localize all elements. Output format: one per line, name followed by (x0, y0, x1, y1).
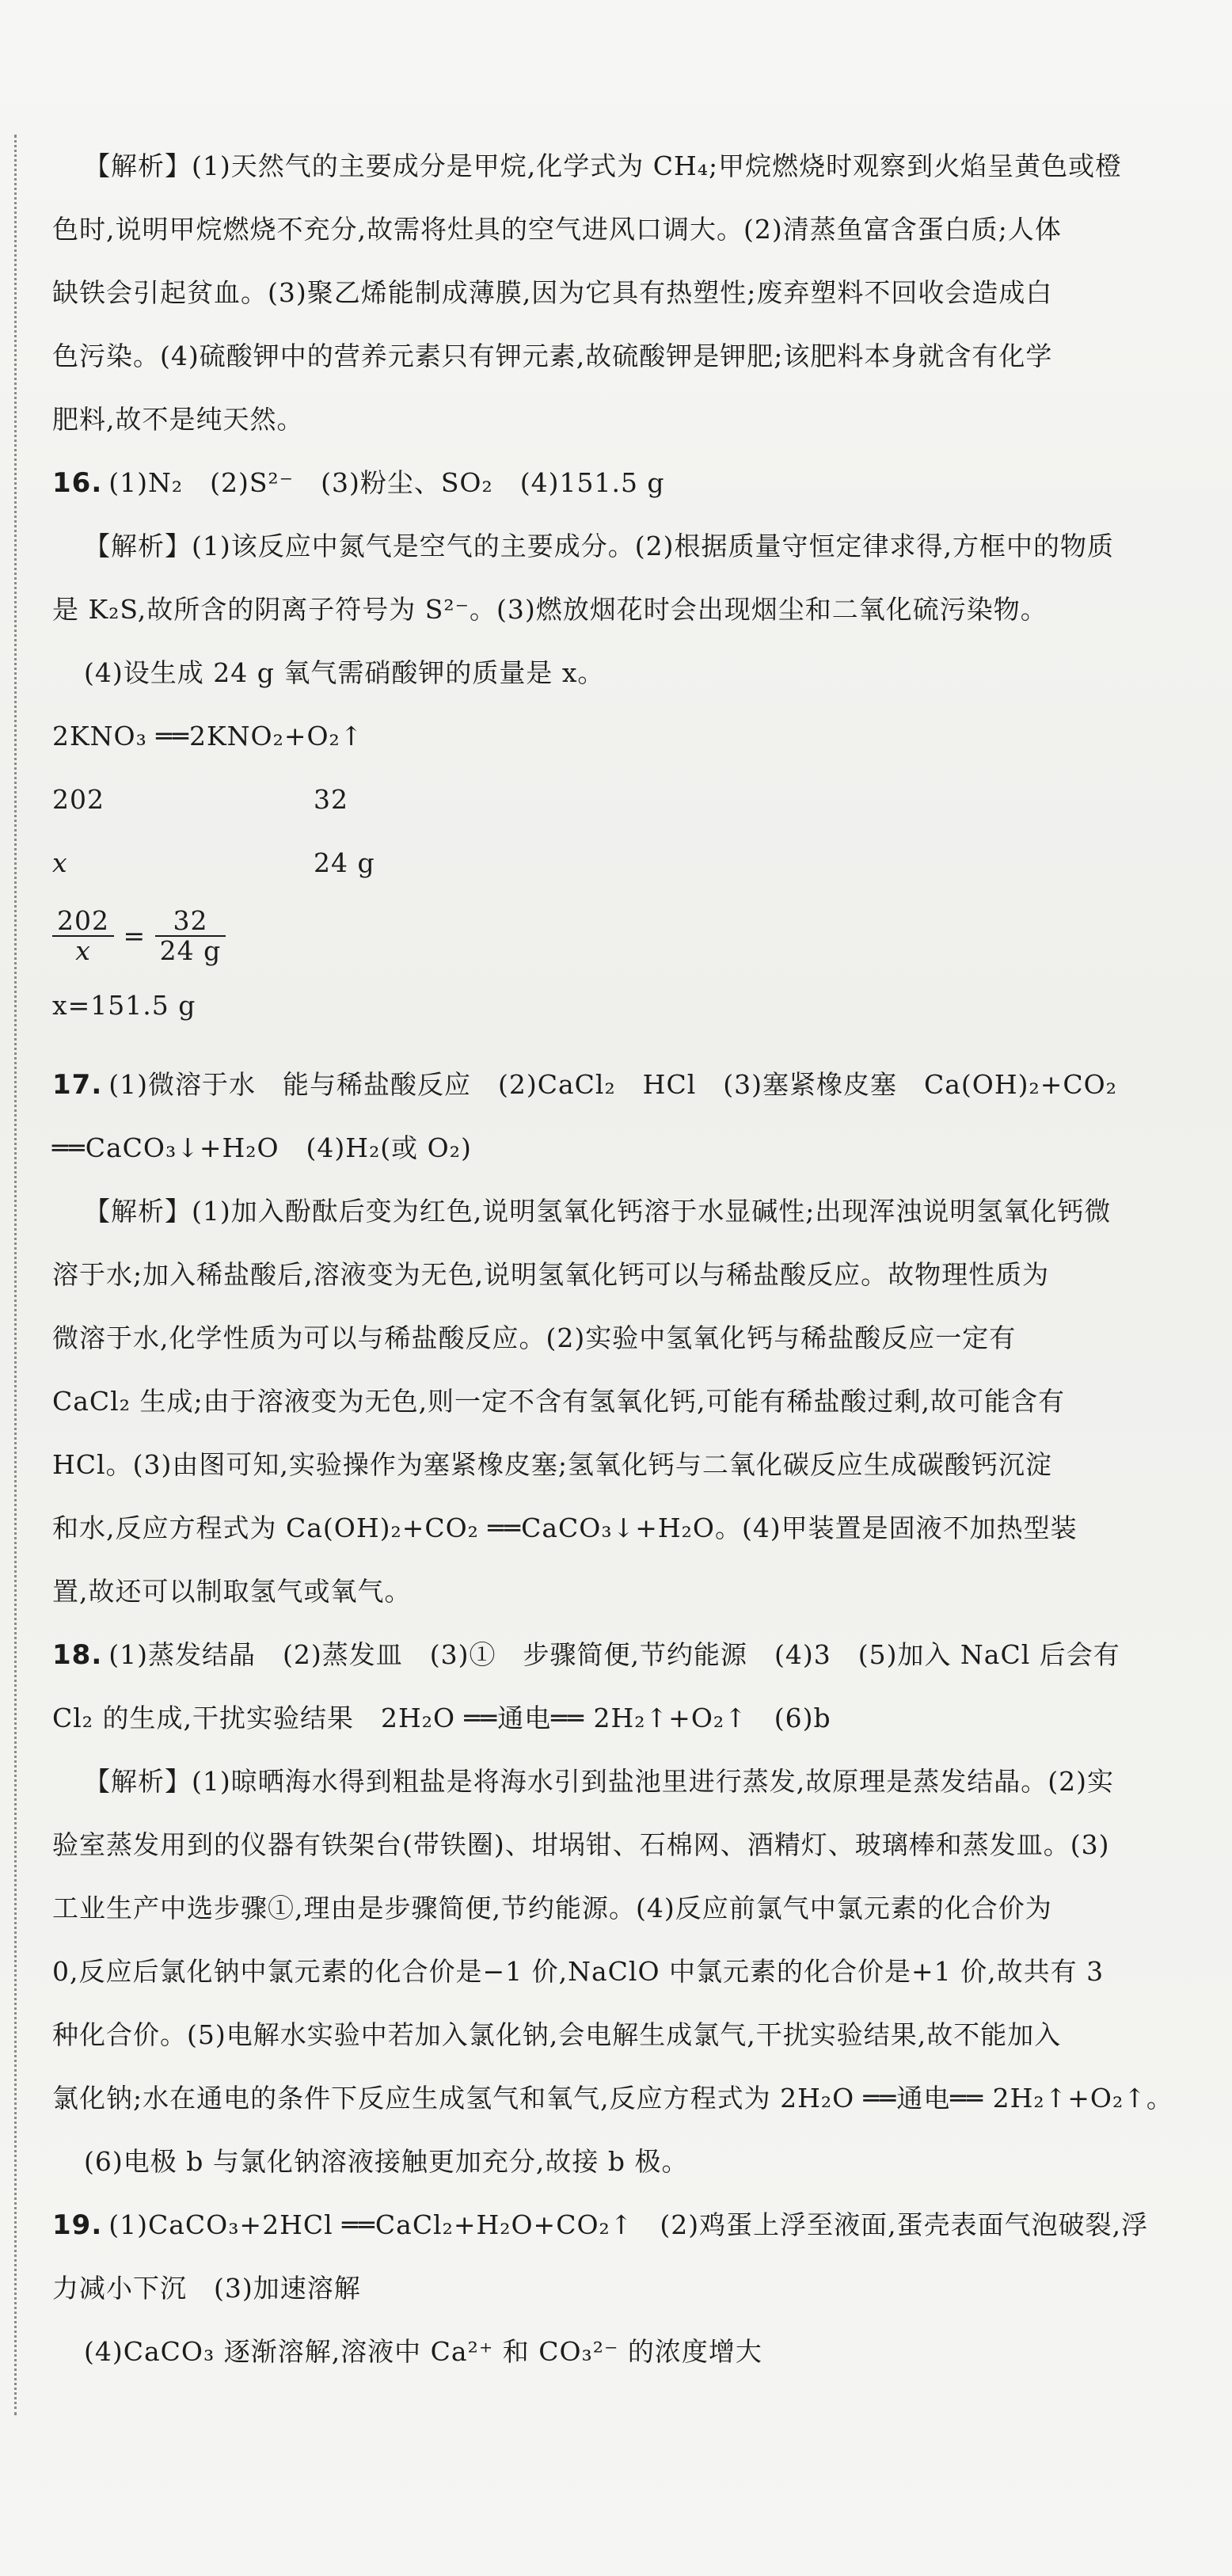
answer-line (52, 1053, 1177, 1117)
numerator: 32 (155, 907, 226, 937)
answer-text: (1)N₂ (2)S²⁻ (3)粉尘、SO₂ (4)151.5 g (108, 467, 665, 498)
text-line: 肥料,故不是纯天然。 (52, 404, 304, 435)
fraction-right (155, 907, 226, 965)
text-line: 置,故还可以制取氢气或氧气。 (52, 1576, 412, 1607)
text-line: 微溶于水,化学性质为可以与稀盐酸反应。(2)实验中氢氧化钙与稀盐酸反应一定有 (52, 1322, 1017, 1353)
proportion-row (52, 895, 1177, 974)
equation-line: 2KNO₃ ══2KNO₂+O₂↑ (52, 721, 363, 751)
answer-text: (1)CaCO₃+2HCl ══CaCl₂+H₂O+CO₂↑ (2)鸡蛋上浮至液面,蛋壳表面气泡破裂,浮 (108, 2209, 1149, 2240)
text-line: 【解析】(1)晾晒海水得到粗盐是将海水引到盐池里进行蒸发,故原理是蒸发结晶。(2)实 (84, 1766, 1114, 1797)
text-line: 0,反应后氯化钠中氯元素的化合价是−1 价,NaClO 中氯元素的化合价是+1 价,故共有 3 (52, 1956, 1105, 1987)
text-line: HCl。(3)由图可知,实验操作为塞紧橡皮塞;氢氧化钙与二氧化碳反应生成碳酸钙沉淀 (52, 1449, 1052, 1480)
text-line: 【解析】(1)加入酚酞后变为红色,说明氢氧化钙溶于水显碱性;出现浑浊说明氢氧化钙微 (84, 1196, 1112, 1227)
text-line: 【解析】(1)天然气的主要成分是甲烷,化学式为 CH₄;甲烷燃烧时观察到火焰呈黄色或橙 (84, 150, 1123, 181)
text-line: 是 K₂S,故所含的阴离子符号为 S²⁻。(3)燃放烟花时会出现烟尘和二氧化硫污染物。 (52, 594, 1048, 625)
text-line: 缺铁会引起贫血。(3)聚乙烯能制成薄膜,因为它具有热塑性;废弃塑料不回收会造成白 (52, 277, 1053, 308)
question-16 (52, 451, 1177, 1037)
text-line: 色时,说明甲烷燃烧不充分,故需将灶具的空气进风口调大。(2)清蒸鱼富含蛋白质;人体 (52, 214, 1062, 245)
ratio-left: 202 (52, 784, 105, 815)
ratio-row (52, 768, 1177, 831)
question-19 (52, 2194, 1177, 2384)
answer-text: (1)微溶于水 能与稀盐酸反应 (2)CaCl₂ HCl (3)塞紧橡皮塞 Ca(OH)₂+CO₂ (108, 1069, 1117, 1100)
text-line: 和水,反应方程式为 Ca(OH)₂+CO₂ ══CaCO₃↓+H₂O。(4)甲装置是固液不加热型装 (52, 1512, 1078, 1543)
text-line: (6)电极 b 与氯化钠溶液接触更加充分,故接 b 极。 (84, 2146, 689, 2177)
text-line: 氯化钠;水在通电的条件下反应生成氢气和氧气,反应方程式为 2H₂O ══通电══ 2H₂↑+O₂↑。 (52, 2083, 1173, 2114)
denominator: 24 g (159, 935, 222, 966)
text-line: (4)设生成 24 g 氧气需硝酸钾的质量是 x。 (84, 657, 605, 688)
text-line: 【解析】(1)该反应中氮气是空气的主要成分。(2)根据质量守恒定律求得,方框中的物质 (84, 531, 1114, 561)
answer-line (52, 1623, 1177, 1687)
result-line: x=151.5 g (52, 990, 196, 1021)
text-line: 力减小下沉 (3)加速溶解 (52, 2273, 361, 2304)
text-line: 工业生产中选步骤①,理由是步骤简便,节约能源。(4)反应前氯气中氯元素的化合价为 (52, 1893, 1052, 1923)
answer-line (52, 2194, 1177, 2257)
binding-margin-line (14, 135, 17, 2415)
ratio-right: 32 (314, 784, 348, 815)
text-line: ══CaCO₃↓+H₂O (4)H₂(或 O₂) (52, 1132, 472, 1163)
denominator: x (75, 935, 91, 966)
question-18 (52, 1623, 1177, 2194)
text-line: 验室蒸发用到的仪器有铁架台(带铁圈)、坩埚钳、石棉网、酒精灯、玻璃棒和蒸发皿。(3) (52, 1829, 1110, 1860)
answer-line (52, 451, 1177, 515)
answer-text: (1)蒸发结晶 (2)蒸发皿 (3)① 步骤简便,节约能源 (4)3 (5)加入 NaCl 后会有 (108, 1639, 1120, 1670)
text-line: 色污染。(4)硫酸钾中的营养元素只有钾元素,故硫酸钾是钾肥;该肥料本身就含有化学 (52, 341, 1053, 371)
unknown-right: 24 g (314, 847, 375, 878)
text-line: CaCl₂ 生成;由于溶液变为无色,则一定不含有氢氧化钙,可能有稀盐酸过剩,故可能含有 (52, 1386, 1066, 1417)
equals-sign: = (123, 920, 146, 951)
unknown-row (52, 831, 1177, 895)
q15-analysis (52, 135, 1177, 451)
question-number: 16. (52, 467, 103, 499)
numerator: 202 (52, 907, 114, 937)
text-line: Cl₂ 的生成,干扰实验结果 2H₂O ══通电══ 2H₂↑+O₂↑ (6)b (52, 1703, 831, 1733)
text-line: 种化合价。(5)电解水实验中若加入氯化钠,会电解生成氯气,干扰实验结果,故不能加入 (52, 2019, 1062, 2050)
question-number: 19. (52, 2209, 103, 2241)
question-17 (52, 1053, 1177, 1623)
question-number: 18. (52, 1639, 103, 1671)
text-line: 溶于水;加入稀盐酸后,溶液变为无色,说明氢氧化钙可以与稀盐酸反应。故物理性质为 (52, 1259, 1050, 1290)
unknown-left: x (52, 847, 68, 878)
question-number: 17. (52, 1069, 103, 1101)
fraction-left (52, 907, 114, 965)
text-line: (4)CaCO₃ 逐渐溶解,溶液中 Ca²⁺ 和 CO₃²⁻ 的浓度增大 (84, 2336, 762, 2367)
